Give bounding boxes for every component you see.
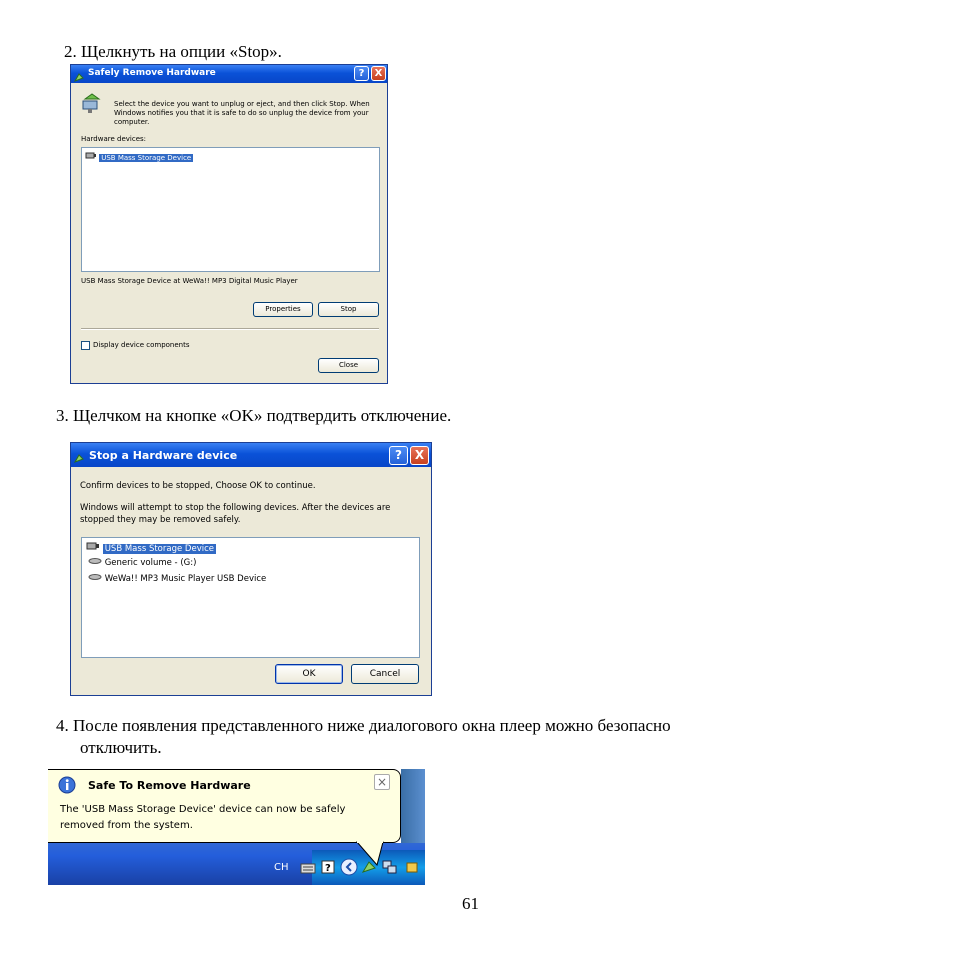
desktop-background (401, 769, 425, 843)
device-name: WeWa!! MP3 Music Player USB Device (104, 574, 267, 584)
close-window-button[interactable]: X (410, 446, 429, 465)
drive-icon (88, 558, 105, 568)
hardware-icon (74, 449, 85, 460)
dialog1-separator (81, 328, 379, 330)
svg-text:?: ? (325, 863, 331, 874)
hardware-icon (74, 68, 85, 79)
dialog2-title: Stop a Hardware device (89, 449, 238, 462)
ok-button[interactable]: OK (275, 664, 343, 684)
balloon-title: Safe To Remove Hardware (88, 779, 251, 792)
stop-button[interactable]: Stop (318, 302, 379, 317)
step-4-caption-line-1: 4. После появления представленного ниже диалогового окна плеер можно безопасно (56, 716, 671, 735)
step-2-caption: 2. Щелкнуть на опции «Stop». (64, 42, 282, 61)
safe-to-remove-balloon[interactable] (48, 769, 401, 843)
close-button[interactable]: Close (318, 358, 379, 373)
list-item[interactable] (86, 541, 216, 554)
devices-to-stop-list[interactable] (81, 537, 420, 658)
dialog1-instruction-line-2: Windows notifies you that it is safe to do so unplug the device from your (114, 109, 369, 117)
step-3-caption: 3. Щелчком на кнопке «OK» подтвердить отключение. (56, 406, 452, 425)
device-description: USB Mass Storage Device at WeWa!! MP3 Digital Music Player (81, 277, 298, 285)
language-indicator[interactable]: CH (274, 862, 289, 873)
usb-device-icon (86, 544, 103, 554)
usb-device-icon (85, 154, 99, 162)
close-window-button[interactable]: X (371, 66, 386, 81)
confirm-text: Confirm devices to be stopped, Choose OK to continue. (80, 481, 316, 491)
balloon-close-button[interactable]: × (374, 774, 390, 790)
balloon-message-line-2: removed from the system. (60, 820, 193, 831)
dialog1-instruction-line-3: computer. (114, 118, 150, 126)
dialog1-titlebar[interactable] (71, 65, 387, 83)
properties-button[interactable]: Properties (253, 302, 313, 317)
list-item[interactable] (88, 573, 266, 584)
step-4-caption-line-2: отключить. (80, 738, 162, 757)
page-number: 61 (462, 894, 479, 913)
display-components-label: Display device components (93, 341, 190, 349)
device-name: Generic volume - (G:) (104, 558, 197, 568)
display-components-checkbox[interactable] (81, 341, 90, 350)
info-line-1: Windows will attempt to stop the following devices. After the devices are (80, 503, 391, 513)
dialog2-titlebar[interactable] (71, 443, 431, 467)
help-icon[interactable] (321, 860, 335, 879)
help-button[interactable]: ? (354, 66, 369, 81)
keyboard-icon[interactable] (300, 861, 316, 879)
cancel-button[interactable]: Cancel (351, 664, 419, 684)
device-name: USB Mass Storage Device (101, 154, 192, 162)
eject-hardware-icon (80, 93, 102, 119)
hardware-devices-list[interactable] (81, 147, 380, 272)
list-item[interactable] (85, 151, 193, 162)
volume-icon[interactable] (406, 860, 418, 879)
device-name: USB Mass Storage Device (104, 544, 214, 554)
balloon-message-line-1: The 'USB Mass Storage Device' device can now be safely (60, 804, 346, 815)
hardware-devices-label: Hardware devices: (81, 135, 147, 143)
dialog1-instruction-line-1: Select the device you want to unplug or eject, and then click Stop. When (114, 100, 370, 108)
stop-hardware-device-dialog (70, 442, 432, 696)
info-icon (58, 776, 76, 798)
info-line-2: stopped they may be removed safely. (80, 515, 241, 525)
list-item[interactable] (88, 557, 196, 568)
help-button[interactable]: ? (389, 446, 408, 465)
safely-remove-hardware-dialog (70, 64, 388, 384)
balloon-pointer (355, 841, 391, 867)
dialog1-title: Safely Remove Hardware (88, 68, 216, 78)
drive-icon (88, 574, 105, 584)
